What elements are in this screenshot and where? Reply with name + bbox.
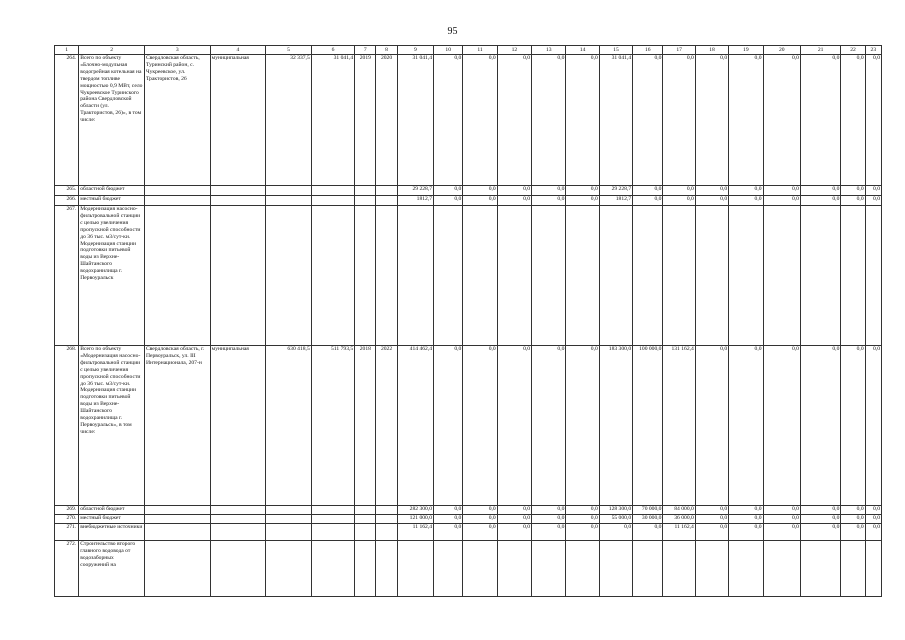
table-cell (532, 541, 566, 597)
column-number-cell: 12 (497, 46, 531, 55)
table-cell (497, 206, 531, 346)
table-cell: 0,0 (532, 524, 566, 541)
table-cell: 0,0 (763, 506, 800, 515)
row-number-cell: 264. (55, 55, 79, 186)
table-cell (865, 541, 881, 597)
table-cell (663, 206, 695, 346)
table-cell: Свердловская область, г. Первоуральск, ул. III Интернационала, 207-н (144, 346, 210, 506)
table-cell: 2020 (376, 55, 397, 186)
table-cell: 0,0 (599, 524, 632, 541)
table-cell (463, 541, 497, 597)
table-cell: 0,0 (800, 196, 840, 206)
table-cell: 2019 (355, 55, 376, 186)
table-cell (210, 206, 266, 346)
table-cell (376, 196, 397, 206)
column-number-cell: 13 (532, 46, 566, 55)
column-number-cell: 23 (865, 46, 881, 55)
table-cell: 0,0 (800, 346, 840, 506)
column-number-cell: 7 (355, 46, 376, 55)
table-cell: 0,0 (434, 515, 463, 524)
table-cell: 0,0 (663, 55, 695, 186)
table-cell: 0,0 (566, 506, 599, 515)
table-cell: 0,0 (497, 506, 531, 515)
column-number-cell: 14 (566, 46, 599, 55)
table-cell: 183 300,0 (599, 346, 632, 506)
table-row (55, 346, 882, 506)
table-cell (376, 206, 397, 346)
table-cell (355, 515, 376, 524)
table-cell: 0,0 (763, 524, 800, 541)
table-cell: 0,0 (434, 186, 463, 196)
table-cell (210, 515, 266, 524)
table-cell: 0,0 (729, 196, 763, 206)
table-cell: 1812,7 (599, 196, 632, 206)
column-number-cell: 15 (599, 46, 632, 55)
table-cell (266, 541, 311, 597)
table-cell: 0,0 (841, 346, 865, 506)
table-cell (763, 541, 800, 597)
table-cell: 0,0 (841, 196, 865, 206)
column-number-cell: 20 (763, 46, 800, 55)
table-cell: 0,0 (800, 186, 840, 196)
table-cell: 0,0 (695, 196, 728, 206)
column-number-cell: 21 (800, 46, 840, 55)
table-cell: 0,0 (865, 346, 881, 506)
data-table (54, 45, 882, 597)
table-cell: 0,0 (663, 196, 695, 206)
column-number-cell: 18 (695, 46, 728, 55)
table-cell: 0,0 (566, 55, 599, 186)
table-cell: 29 228,7 (599, 186, 632, 196)
table-cell: 0,0 (532, 186, 566, 196)
table-cell (376, 541, 397, 597)
table-cell: 31 041,4 (397, 55, 433, 186)
table-cell: 0,0 (695, 515, 728, 524)
table-cell (355, 206, 376, 346)
table-cell: муниципальная (210, 55, 266, 186)
column-number-cell: 17 (663, 46, 695, 55)
table-cell (599, 206, 632, 346)
table-cell: 0,0 (800, 524, 840, 541)
table-cell: 0,0 (633, 524, 663, 541)
table-cell (566, 206, 599, 346)
table-cell (311, 206, 354, 346)
table-cell: 0,0 (463, 506, 497, 515)
column-number-row (55, 46, 882, 55)
table-cell: 0,0 (663, 186, 695, 196)
table-cell (144, 541, 210, 597)
table-cell: 0,0 (497, 196, 531, 206)
table-cell: 0,0 (800, 515, 840, 524)
row-number-cell: 266. (55, 196, 79, 206)
table-cell: 282 300,0 (397, 506, 433, 515)
column-number-cell: 4 (210, 46, 266, 55)
table-cell: 0,0 (463, 196, 497, 206)
page-number: 95 (447, 26, 458, 37)
table-cell (210, 196, 266, 206)
table-cell: 0,0 (695, 346, 728, 506)
column-number-cell: 1 (55, 46, 79, 55)
table-cell (865, 206, 881, 346)
column-number-cell: 10 (434, 46, 463, 55)
column-number-cell: 16 (633, 46, 663, 55)
table-row (55, 515, 882, 524)
table-cell: 131 162,4 (663, 346, 695, 506)
table-cell (397, 206, 433, 346)
table-cell: 0,0 (566, 196, 599, 206)
row-number-cell: 272. (55, 541, 79, 597)
table-cell: 32 337,5 (266, 55, 311, 186)
table-cell (695, 541, 728, 597)
table-cell: 0,0 (763, 55, 800, 186)
table-cell: 0,0 (434, 506, 463, 515)
table-cell: местный бюджет (79, 515, 145, 524)
table-cell: 2022 (376, 346, 397, 506)
table-cell (841, 541, 865, 597)
table-cell: 84 000,0 (663, 506, 695, 515)
table-cell: 29 228,7 (397, 186, 433, 196)
table-cell: 0,0 (865, 55, 881, 186)
table-cell: муниципальная (210, 346, 266, 506)
table-cell (144, 206, 210, 346)
table-cell: 121 000,0 (397, 515, 433, 524)
table-cell (841, 206, 865, 346)
table-cell: 0,0 (763, 515, 800, 524)
column-number-cell: 11 (463, 46, 497, 55)
table-cell: 0,0 (463, 186, 497, 196)
table-cell (210, 524, 266, 541)
table-cell (729, 206, 763, 346)
table-cell: 0,0 (695, 506, 728, 515)
table-cell (800, 541, 840, 597)
table-cell: 0,0 (532, 55, 566, 186)
table-cell: 0,0 (865, 506, 881, 515)
table-cell (144, 515, 210, 524)
table-cell: 0,0 (532, 346, 566, 506)
table-cell: 630 418,5 (266, 346, 311, 506)
row-number-cell: 271. (55, 524, 79, 541)
table-cell (210, 541, 266, 597)
table-cell: 36 000,0 (663, 515, 695, 524)
table-cell: 0,0 (566, 524, 599, 541)
table-cell (266, 186, 311, 196)
table-cell: 11 162,4 (663, 524, 695, 541)
table-cell (311, 541, 354, 597)
table-cell: 31 041,4 (311, 55, 354, 186)
table-cell: Свердловская область, Туринский район, с. Чукреевское, ул. Трактористов, 26 (144, 55, 210, 186)
table-cell: Модернизация насосно-фильтровальной станции с целью увеличения пропускной способности до 36 тыс. м3/сут-ки. Модернизация станции подготовки питьевой воды из Верхне-Шайтанского водохранилища г. Первоуральск (79, 206, 145, 346)
table-cell: 2018 (355, 346, 376, 506)
table-cell (376, 524, 397, 541)
table-cell: 0,0 (729, 55, 763, 186)
table-cell: внебюджетные источники (79, 524, 145, 541)
table-cell: 11 162,4 (397, 524, 433, 541)
table-cell (355, 524, 376, 541)
table-cell: 0,0 (729, 515, 763, 524)
table-row (55, 55, 882, 186)
table-cell: 0,0 (566, 346, 599, 506)
table-cell (566, 541, 599, 597)
table-row (55, 196, 882, 206)
table-cell (763, 206, 800, 346)
table-cell: 0,0 (434, 524, 463, 541)
column-number-cell: 8 (376, 46, 397, 55)
table-cell (311, 515, 354, 524)
table-row (55, 506, 882, 515)
table-cell (311, 506, 354, 515)
table-cell: Всего по объекту «Блочно-модульная водогрейная котельная на твердом топливе мощностью 0,9 МВт, село Чукреевское Туринского района Свердловской области (ул. Трактористов, 26)», в том числе: (79, 55, 145, 186)
table-cell (144, 506, 210, 515)
table-cell: 0,0 (865, 186, 881, 196)
table-cell: 0,0 (497, 524, 531, 541)
table-cell (144, 196, 210, 206)
table-cell (210, 506, 266, 515)
table-cell: 0,0 (463, 55, 497, 186)
table-cell: 0,0 (633, 55, 663, 186)
table-cell: 0,0 (463, 515, 497, 524)
table-cell: 0,0 (566, 186, 599, 196)
table-cell: 0,0 (434, 196, 463, 206)
table-cell: 0,0 (865, 515, 881, 524)
table-cell (376, 186, 397, 196)
table-cell: 0,0 (633, 186, 663, 196)
row-number-cell: 265. (55, 186, 79, 196)
table-cell: 0,0 (729, 186, 763, 196)
table-cell: 31 041,4 (599, 55, 632, 186)
table-cell (266, 206, 311, 346)
table-cell (311, 186, 354, 196)
column-number-cell: 22 (841, 46, 865, 55)
table-cell: 0,0 (497, 55, 531, 186)
table-cell: 0,0 (695, 186, 728, 196)
table-cell: 511 793,5 (311, 346, 354, 506)
table-cell (266, 524, 311, 541)
table-cell: 0,0 (841, 506, 865, 515)
table-cell: 0,0 (729, 524, 763, 541)
table-cell (266, 515, 311, 524)
column-number-cell: 2 (79, 46, 145, 55)
table-cell: 0,0 (841, 55, 865, 186)
table-cell (355, 506, 376, 515)
table-cell: Строительство второго главного водовода от водозаборных сооружений на (79, 541, 145, 597)
table-cell: 0,0 (434, 55, 463, 186)
table-cell: областной бюджет (79, 506, 145, 515)
table-cell (729, 541, 763, 597)
table-cell (599, 541, 632, 597)
table-cell: 0,0 (865, 524, 881, 541)
table-cell (633, 206, 663, 346)
table-cell (355, 541, 376, 597)
table-cell: 55 000,0 (599, 515, 632, 524)
table-cell (695, 206, 728, 346)
table-cell: 0,0 (463, 524, 497, 541)
table-row (55, 541, 882, 597)
table-cell (355, 186, 376, 196)
table-cell (663, 541, 695, 597)
table-cell (210, 186, 266, 196)
table-cell (397, 541, 433, 597)
table-cell: 0,0 (763, 186, 800, 196)
table-cell: местный бюджет (79, 196, 145, 206)
table-cell: 0,0 (463, 346, 497, 506)
table-cell: 0,0 (695, 55, 728, 186)
table-cell: 30 000,0 (633, 515, 663, 524)
column-number-cell: 9 (397, 46, 433, 55)
row-number-cell: 270. (55, 515, 79, 524)
table-cell: областной бюджет (79, 186, 145, 196)
table-cell (497, 541, 531, 597)
table-cell: 0,0 (532, 515, 566, 524)
table-cell (311, 524, 354, 541)
table-cell: 0,0 (497, 515, 531, 524)
table-cell (266, 196, 311, 206)
table-cell (434, 206, 463, 346)
table-cell (376, 506, 397, 515)
table-cell: 0,0 (532, 506, 566, 515)
table-row (55, 186, 882, 196)
row-number-cell: 269. (55, 506, 79, 515)
table-cell: 0,0 (841, 524, 865, 541)
table-cell (376, 515, 397, 524)
row-number-cell: 267. (55, 206, 79, 346)
table-row (55, 206, 882, 346)
table-cell: 0,0 (800, 55, 840, 186)
table-cell: 0,0 (729, 346, 763, 506)
table-cell: 0,0 (633, 196, 663, 206)
table-cell: 0,0 (566, 515, 599, 524)
column-number-cell: 19 (729, 46, 763, 55)
table-cell: 0,0 (865, 196, 881, 206)
table-cell (532, 206, 566, 346)
column-number-cell: 6 (311, 46, 354, 55)
table-cell (266, 506, 311, 515)
table-cell: 0,0 (729, 506, 763, 515)
table-cell: 100 000,0 (633, 346, 663, 506)
table-cell: 0,0 (841, 515, 865, 524)
table-cell (463, 206, 497, 346)
column-number-cell: 5 (266, 46, 311, 55)
table-cell (144, 524, 210, 541)
table-cell: 0,0 (532, 196, 566, 206)
table-cell: 1812,7 (397, 196, 433, 206)
column-number-cell: 3 (144, 46, 210, 55)
table-cell (800, 206, 840, 346)
table-cell: 0,0 (763, 346, 800, 506)
table-cell: 0,0 (695, 524, 728, 541)
table-cell: 0,0 (841, 186, 865, 196)
table-cell: 0,0 (763, 196, 800, 206)
table-cell: Всего по объекту «Модернизация насосно-фильтровальной станции с целью увеличения пропускной способности до 36 тыс. м3/сут-ки. Модернизация станции подготовки питьевой воды из Верхне-Шайтанского водохранилища г. Первоуральск», в том числе: (79, 346, 145, 506)
table-cell (633, 541, 663, 597)
table-cell: 414 462,4 (397, 346, 433, 506)
table-cell (144, 186, 210, 196)
table-cell: 0,0 (497, 346, 531, 506)
table-cell: 70 000,0 (633, 506, 663, 515)
table-cell: 0,0 (497, 186, 531, 196)
table-cell (355, 196, 376, 206)
table-cell (311, 196, 354, 206)
table-cell: 0,0 (434, 346, 463, 506)
table-cell (434, 541, 463, 597)
table-row (55, 524, 882, 541)
row-number-cell: 268. (55, 346, 79, 506)
table-cell: 0,0 (800, 506, 840, 515)
table-cell: 128 300,0 (599, 506, 632, 515)
